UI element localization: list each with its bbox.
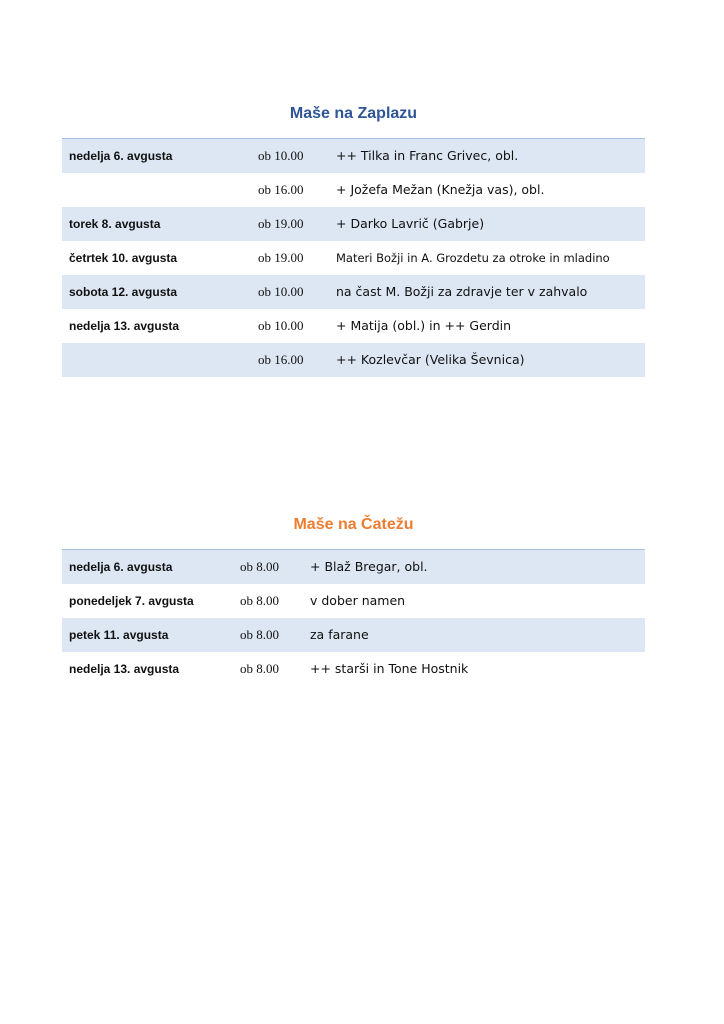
table-row bbox=[62, 652, 645, 686]
table-row bbox=[62, 584, 645, 618]
intention-cell: Materi Božji in A. Grozdetu za otroke in mladino bbox=[336, 251, 610, 265]
time-cell: ob 8.00 bbox=[240, 593, 279, 608]
intention-cell: + Blaž Bregar, obl. bbox=[310, 559, 428, 574]
time-cell: ob 10.00 bbox=[258, 284, 304, 299]
day-cell: ponedeljek 7. avgusta bbox=[69, 594, 194, 608]
time-cell: ob 10.00 bbox=[258, 148, 304, 163]
table-row bbox=[62, 207, 645, 241]
intention-cell: ++ starši in Tone Hostnik bbox=[310, 661, 469, 676]
table-row bbox=[62, 618, 645, 652]
intention-cell: v dober namen bbox=[310, 593, 406, 608]
intention-cell: + Darko Lavrič (Gabrje) bbox=[336, 216, 485, 231]
time-cell: ob 16.00 bbox=[258, 352, 304, 367]
intention-cell: ++ Tilka in Franc Grivec, obl. bbox=[336, 148, 519, 163]
table-row bbox=[62, 275, 645, 309]
day-cell: nedelja 6. avgusta bbox=[69, 149, 173, 163]
catez-title: Maše na Čatežu bbox=[293, 516, 414, 533]
intention-cell: + Jožefa Mežan (Knežja vas), obl. bbox=[336, 182, 545, 197]
day-cell: četrtek 10. avgusta bbox=[69, 251, 178, 265]
day-cell: nedelja 13. avgusta bbox=[69, 662, 180, 676]
day-cell: petek 11. avgusta bbox=[69, 628, 169, 642]
zaplaz-mass-table bbox=[62, 138, 645, 377]
time-cell: ob 8.00 bbox=[240, 661, 279, 676]
time-cell: ob 10.00 bbox=[258, 318, 304, 333]
table-row bbox=[62, 139, 645, 173]
intention-cell: + Matija (obl.) in ++ Gerdin bbox=[336, 318, 512, 333]
day-cell: torek 8. avgusta bbox=[69, 217, 161, 231]
table-row bbox=[62, 241, 645, 275]
time-cell: ob 19.00 bbox=[258, 216, 304, 231]
zaplaz-title: Maše na Zaplazu bbox=[289, 105, 418, 122]
intention-cell: ++ Kozlevčar (Velika Ševnica) bbox=[336, 352, 525, 367]
time-cell: ob 19.00 bbox=[258, 250, 304, 265]
catez-mass-table bbox=[62, 549, 645, 686]
table-row bbox=[62, 550, 645, 584]
table-row bbox=[62, 343, 645, 377]
table-row bbox=[62, 309, 645, 343]
day-cell: nedelja 13. avgusta bbox=[69, 319, 180, 333]
time-cell: ob 16.00 bbox=[258, 182, 304, 197]
time-cell: ob 8.00 bbox=[240, 627, 279, 642]
day-cell: nedelja 6. avgusta bbox=[69, 560, 173, 574]
intention-cell: na čast M. Božji za zdravje ter v zahvalo bbox=[336, 284, 588, 299]
table-row bbox=[62, 173, 645, 207]
day-cell: sobota 12. avgusta bbox=[69, 285, 178, 299]
time-cell: ob 8.00 bbox=[240, 559, 279, 574]
intention-cell: za farane bbox=[310, 627, 369, 642]
